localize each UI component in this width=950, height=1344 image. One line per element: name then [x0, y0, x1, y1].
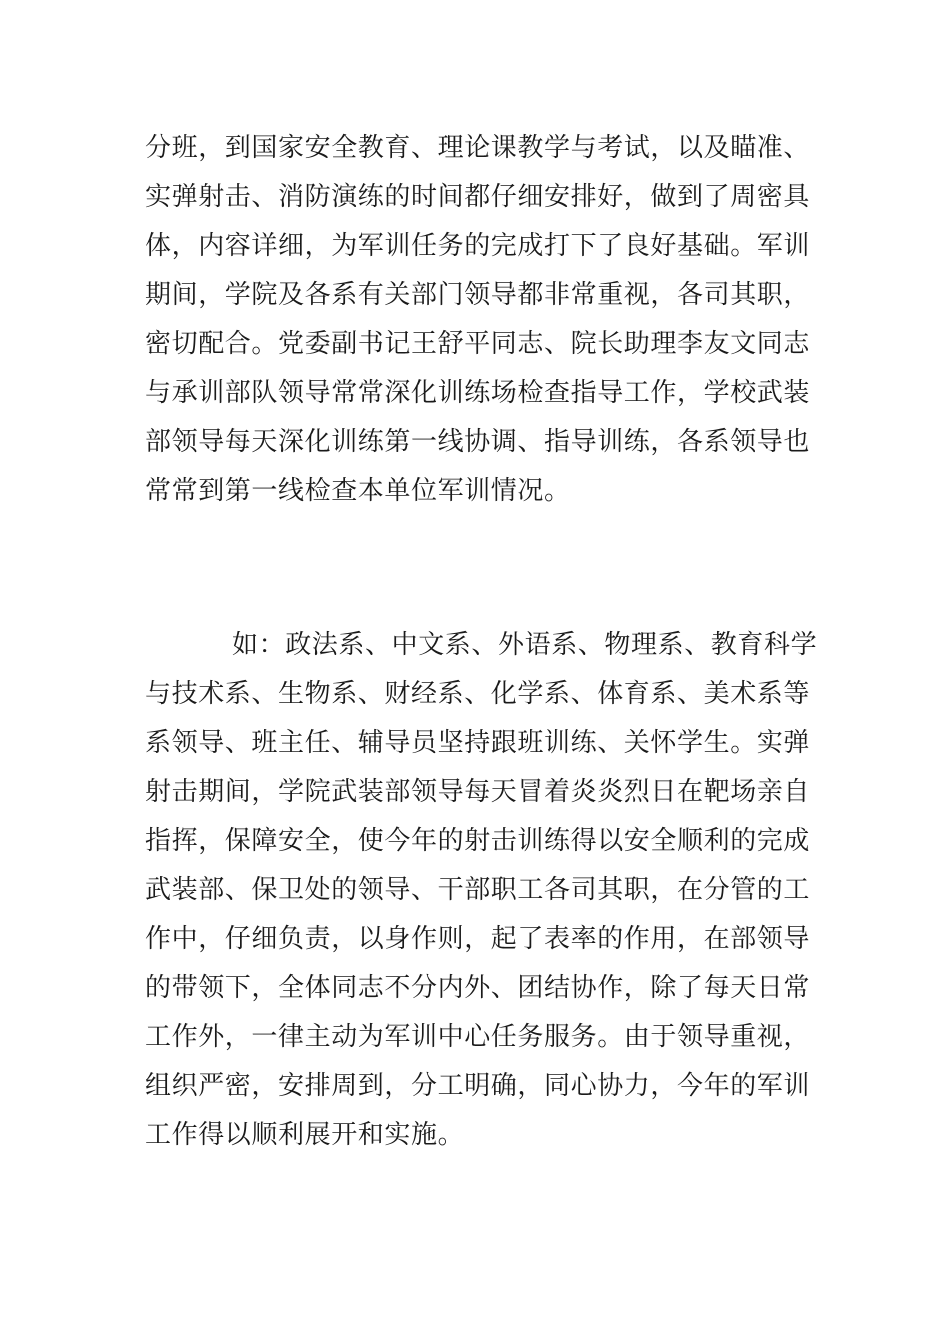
- paragraph-1-line: 实弹射击、消防演练的时间都仔细安排好，做到了周密具: [145, 182, 811, 212]
- paragraph-2-line: 武装部、保卫处的领导、干部职工各司其职，在分管的工: [145, 875, 811, 905]
- paragraph-1-line: 密切配合。党委副书记王舒平同志、院长助理李友文同志: [145, 329, 811, 359]
- paragraph-2-line: 系领导、班主任、辅导员坚持跟班训练、关怀学生。实弹: [145, 728, 811, 758]
- paragraph-2-line: 作中，仔细负责，以身作则，起了表率的作用，在部领导: [145, 924, 811, 954]
- paragraph-2-line: 组织严密，安排周到，分工明确，同心协力，今年的军训: [145, 1071, 811, 1101]
- paragraph-1-line: 与承训部队领导常常深化训练场检查指导工作，学校武装: [145, 378, 811, 408]
- paragraph-2-line: 如：政法系、中文系、外语系、物理系、教育科学: [232, 630, 818, 660]
- paragraph-2-line: 的带领下，全体同志不分内外、团结协作，除了每天日常: [145, 973, 811, 1003]
- paragraph-1-line: 常常到第一线检查本单位军训情况。: [145, 476, 571, 506]
- paragraph-2-line: 射击期间，学院武装部领导每天冒着炎炎烈日在靶场亲自: [145, 777, 811, 807]
- paragraph-1-line: 分班，到国家安全教育、理论课教学与考试，以及瞄准、: [145, 133, 811, 163]
- paragraph-2-line: 工作得以顺利展开和实施。: [145, 1120, 465, 1150]
- paragraph-2-line: 工作外，一律主动为军训中心任务服务。由于领导重视，: [145, 1022, 811, 1052]
- paragraph-2-line: 指挥，保障安全，使今年的射击训练得以安全顺利的完成: [145, 826, 811, 856]
- paragraph-1-line: 部领导每天深化训练第一线协调、指导训练，各系领导也: [145, 427, 811, 457]
- paragraph-1-line: 体，内容详细，为军训任务的完成打下了良好基础。军训: [145, 231, 811, 261]
- paragraph-2-line: 与技术系、生物系、财经系、化学系、体育系、美术系等: [145, 679, 811, 709]
- paragraph-1-line: 期间，学院及各系有关部门领导都非常重视，各司其职，: [145, 280, 811, 310]
